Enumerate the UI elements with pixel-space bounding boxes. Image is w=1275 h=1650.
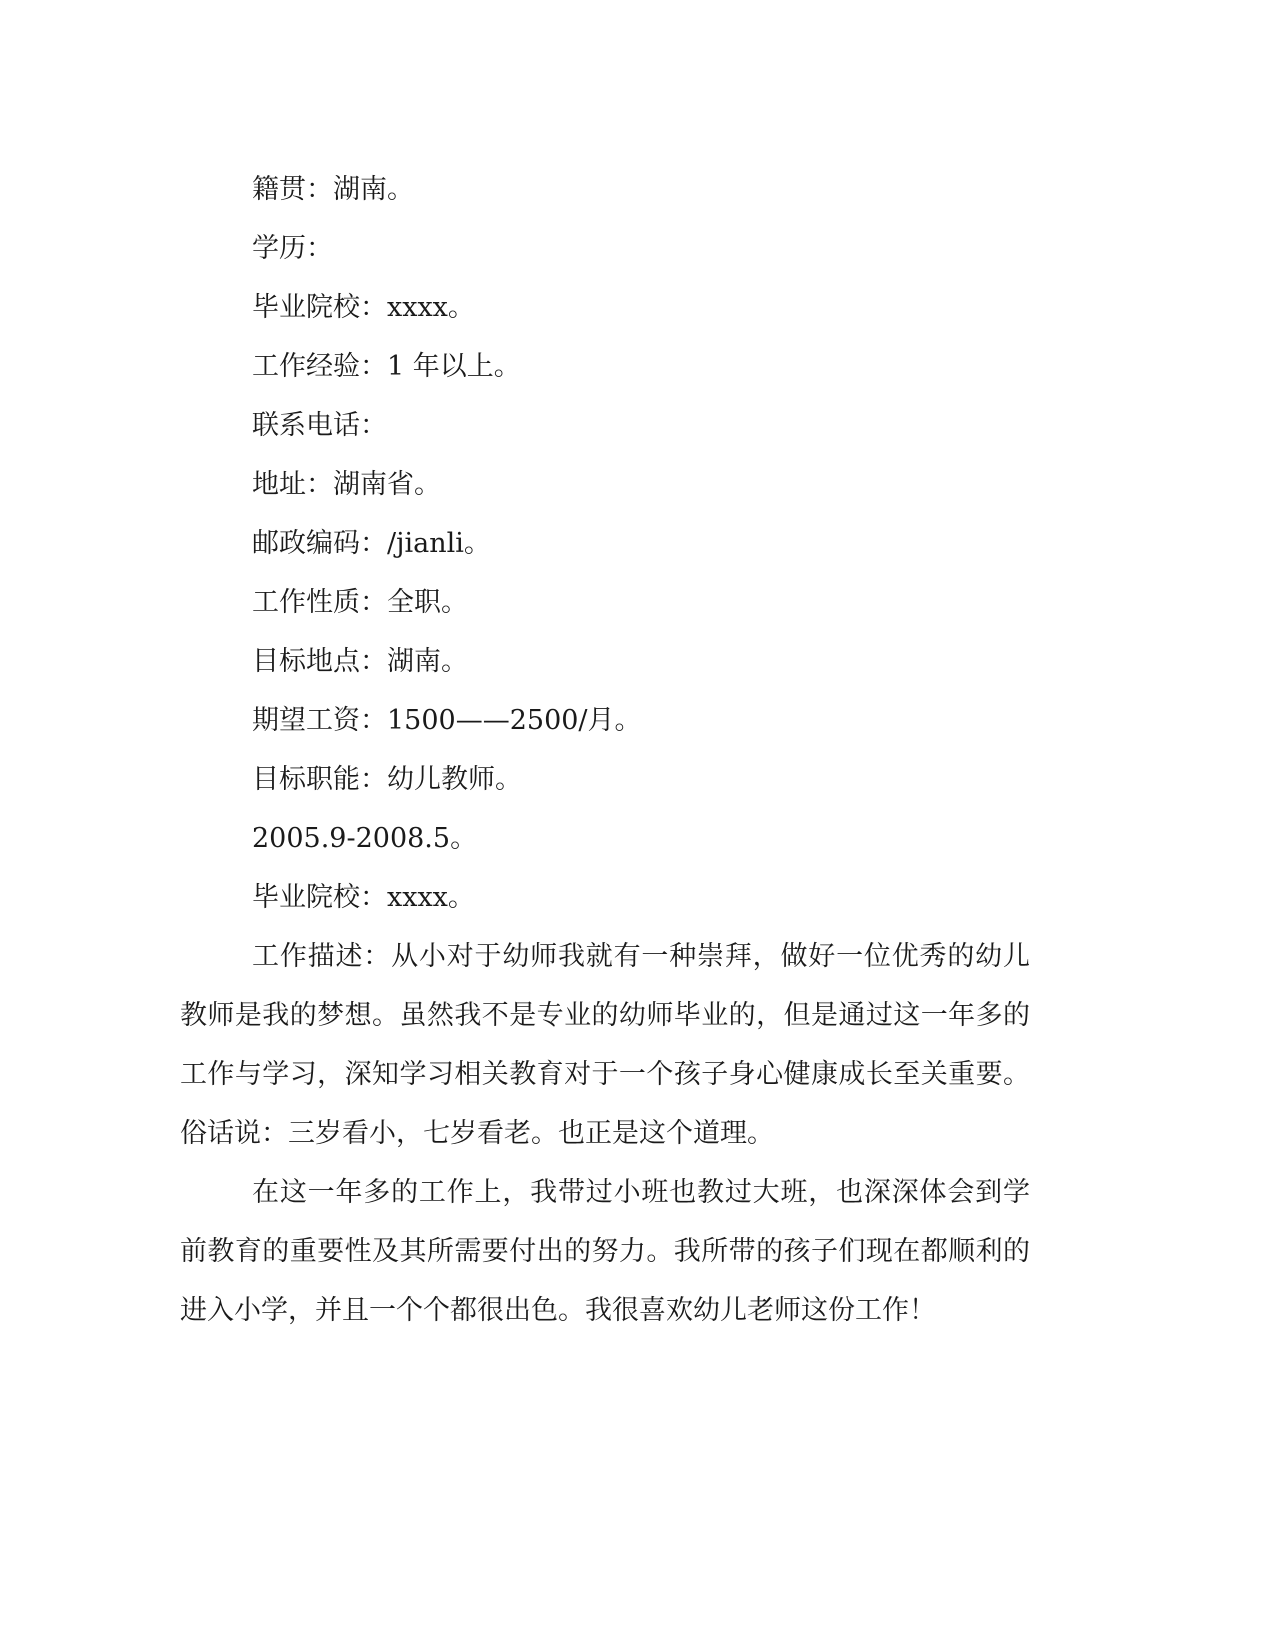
- field-education: 学历：: [252, 233, 333, 264]
- field-target-role: 目标职能：幼儿教师。: [252, 764, 522, 795]
- field-job-type: 工作性质：全职。: [252, 587, 468, 618]
- field-expected-salary: 期望工资：1500——2500/月。: [252, 705, 642, 736]
- field-experience: 工作经验：1 年以上。: [252, 351, 521, 382]
- document-body: [180, 160, 1030, 1340]
- paragraph-job-description: 工作描述：从小对于幼师我就有一种崇拜，做好一位优秀的幼儿教师是我的梦想。虽然我不是专业的幼师毕业的，但是通过这一年多的工作与学习，深知学习相关教育对于一个孩子身心健康成长至关重要。俗话说：三岁看小，七岁看老。也正是这个道理。: [180, 941, 1030, 1149]
- field-school: 毕业院校：xxxx。: [252, 292, 475, 323]
- field-address: 地址：湖南省。: [252, 469, 441, 500]
- field-native-place: 籍贯：湖南。: [252, 174, 414, 205]
- field-postcode: 邮政编码：/jianli。: [252, 528, 491, 559]
- field-study-period: 2005.9-2008.5。: [252, 823, 478, 854]
- field-school-2: 毕业院校：xxxx。: [252, 882, 475, 913]
- field-phone: 联系电话：: [252, 410, 387, 441]
- field-target-location: 目标地点：湖南。: [252, 646, 468, 677]
- paragraph-experience: 在这一年多的工作上，我带过小班也教过大班，也深深体会到学前教育的重要性及其所需要付出的努力。我所带的孩子们现在都顺利的进入小学，并且一个个都很出色。我很喜欢幼儿老师这份工作！: [180, 1177, 1030, 1326]
